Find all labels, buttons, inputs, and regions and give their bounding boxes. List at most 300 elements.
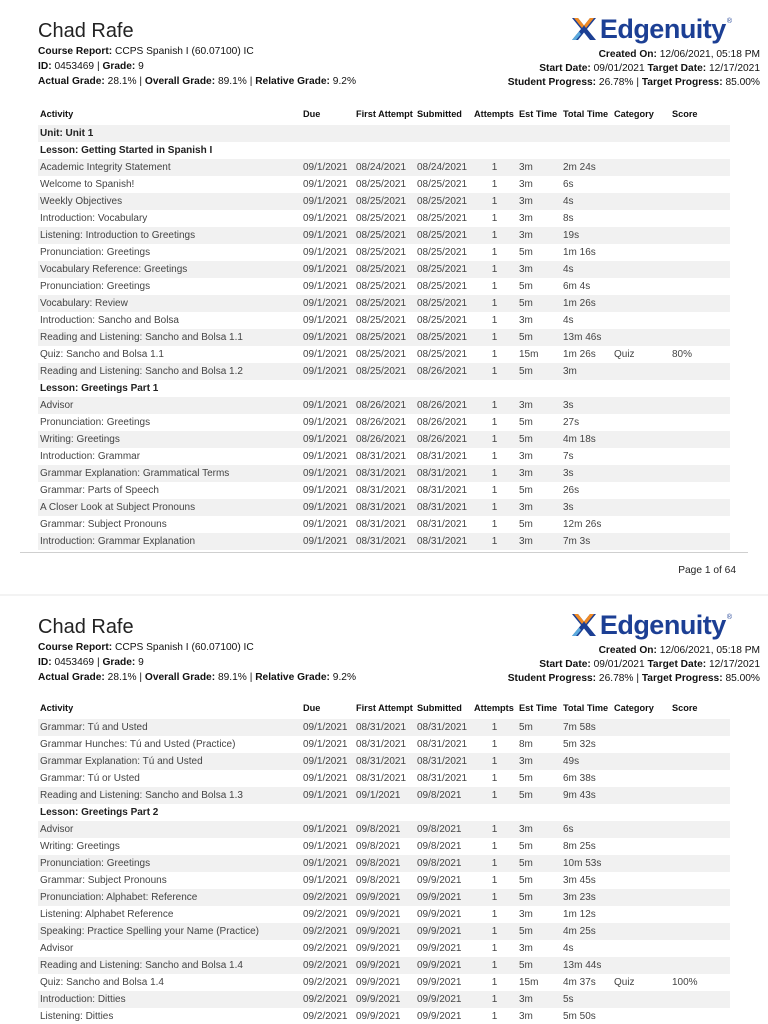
cell-attempts: 1 <box>491 841 498 852</box>
cell-category <box>612 482 670 499</box>
cell-total-time: 5m 32s <box>563 739 596 750</box>
cell-score <box>670 159 730 176</box>
table-row <box>38 329 730 346</box>
cell-submitted: 08/31/2021 <box>415 533 472 550</box>
column-header-submitted: Submitted <box>417 109 462 119</box>
cell-category <box>612 363 670 380</box>
cell-total-time: 1m 26s <box>563 349 596 360</box>
cell-first-attempt: 08/25/2021 <box>354 261 415 278</box>
cell-first-attempt: 08/25/2021 <box>356 315 407 326</box>
cell-activity: Listening: Alphabet Reference <box>40 909 174 920</box>
edgenuity-x-icon <box>569 14 599 44</box>
cell-attempts: 1 <box>472 957 517 974</box>
cell-score <box>670 312 730 329</box>
cell-due: 09/1/2021 <box>301 465 354 482</box>
cell-score <box>670 787 730 804</box>
cell-est-time: 5m <box>519 519 533 530</box>
cell-activity: Weekly Objectives <box>38 193 301 210</box>
cell-score <box>670 397 730 414</box>
cell-attempts: 1 <box>491 977 498 988</box>
cell-score <box>670 736 730 753</box>
cell-attempts: 1 <box>472 855 517 872</box>
column-header-total-time: Total Time <box>563 703 609 713</box>
lesson-heading-row <box>38 142 730 159</box>
cell-score <box>670 855 730 872</box>
cell-total-time: 4s <box>561 261 612 278</box>
cell-first-attempt: 09/8/2021 <box>354 821 415 838</box>
table-row <box>38 770 730 787</box>
cell-activity: Listening: Ditties <box>40 1011 114 1022</box>
start-date-value: 09/01/2021 <box>593 63 645 74</box>
cell-first-attempt: 08/25/2021 <box>356 349 407 360</box>
cell-activity: Reading and Listening: Sancho and Bolsa 1.4 <box>38 957 301 974</box>
cell-submitted: 09/8/2021 <box>415 787 472 804</box>
cell-first-attempt: 08/25/2021 <box>354 295 415 312</box>
lesson-heading-row <box>38 804 730 821</box>
grade-label: Grade: <box>102 657 136 668</box>
cell-attempts: 1 <box>491 1011 498 1022</box>
cell-category <box>612 397 670 414</box>
cell-category <box>612 719 670 736</box>
cell-activity: Introduction: Sancho and Bolsa <box>40 315 179 326</box>
cell-first-attempt: 09/8/2021 <box>354 855 415 872</box>
table-row <box>38 227 730 244</box>
cell-score <box>670 719 730 736</box>
overall-grade-value: 89.1% <box>217 76 247 87</box>
cell-total-time: 3m 45s <box>563 875 596 886</box>
cell-activity: Quiz: Sancho and Bolsa 1.1 <box>40 349 164 360</box>
lesson-heading-row <box>38 380 730 397</box>
cell-score <box>670 838 730 855</box>
cell-est-time: 3m <box>517 227 561 244</box>
cell-submitted: 09/9/2021 <box>417 909 462 920</box>
cell-first-attempt: 08/25/2021 <box>356 281 407 292</box>
cell-total-time: 7m 3s <box>561 533 612 550</box>
cell-activity: Pronunciation: Greetings <box>40 417 151 428</box>
cell-due: 09/2/2021 <box>303 943 348 954</box>
cell-est-time: 3m <box>519 1011 533 1022</box>
start-date-label: Start Date: <box>539 659 591 670</box>
table-row <box>38 872 730 889</box>
cell-total-time: 1m 12s <box>563 909 596 920</box>
cell-score <box>670 448 730 465</box>
cell-category <box>612 227 670 244</box>
cell-due: 09/1/2021 <box>301 431 354 448</box>
cell-est-time: 5m <box>519 841 533 852</box>
cell-category <box>612 278 670 295</box>
cell-score <box>670 329 730 346</box>
cell-activity: Pronunciation: Greetings <box>40 247 151 258</box>
cell-submitted: 09/9/2021 <box>415 991 472 1008</box>
cell-total-time: 6s <box>563 179 574 190</box>
cell-est-time: 3m <box>519 213 533 224</box>
cell-category <box>612 855 670 872</box>
cell-due: 09/1/2021 <box>301 499 354 516</box>
cell-attempts: 1 <box>472 397 517 414</box>
id-label: ID: <box>38 657 52 668</box>
cell-attempts: 1 <box>472 533 517 550</box>
course-report-value: CCPS Spanish I (60.07100) IC <box>115 46 254 57</box>
cell-category <box>612 193 670 210</box>
cell-category <box>612 210 670 227</box>
column-header-attempts: Attempts <box>474 109 514 119</box>
cell-attempts: 1 <box>491 417 498 428</box>
cell-first-attempt: 09/9/2021 <box>354 957 415 974</box>
cell-total-time: 5m 50s <box>563 1011 596 1022</box>
table-row <box>38 210 730 227</box>
cell-total-time: 4m 37s <box>563 977 596 988</box>
cell-category <box>612 414 670 431</box>
column-header-due: Due <box>303 109 321 119</box>
cell-total-time: 4s <box>563 943 574 954</box>
table-row <box>38 414 730 431</box>
cell-activity: Quiz: Sancho and Bolsa 1.4 <box>40 977 164 988</box>
cell-first-attempt: 08/31/2021 <box>354 499 415 516</box>
cell-score <box>670 923 730 940</box>
cell-activity: Academic Integrity Statement <box>38 159 301 176</box>
cell-score <box>670 363 730 380</box>
cell-submitted: 08/31/2021 <box>417 773 468 784</box>
cell-submitted: 08/25/2021 <box>417 349 468 360</box>
column-header-score: Score <box>672 703 698 713</box>
cell-due: 09/1/2021 <box>301 855 354 872</box>
student-progress-label: Student Progress: <box>507 673 597 684</box>
column-header-category: Category <box>614 109 654 119</box>
cell-attempts: 1 <box>491 875 498 886</box>
grade-label: Grade: <box>102 61 136 72</box>
activity-rows <box>38 719 730 1024</box>
id-value: 0453469 <box>54 61 95 72</box>
cell-est-time: 5m <box>517 719 561 736</box>
cell-submitted: 09/8/2021 <box>415 855 472 872</box>
cell-category <box>612 516 670 533</box>
column-header-activity: Activity <box>40 109 74 119</box>
unit-heading-row <box>38 125 730 142</box>
cell-due: 09/2/2021 <box>301 991 354 1008</box>
id-grade-line <box>38 657 144 668</box>
table-row <box>38 991 730 1008</box>
overall-grade-label: Overall Grade: <box>144 672 216 683</box>
student-name: Chad Rafe <box>38 616 134 638</box>
cell-first-attempt: 08/25/2021 <box>354 329 415 346</box>
cell-due: 09/1/2021 <box>301 719 354 736</box>
cell-score <box>670 414 730 431</box>
cell-submitted: 09/8/2021 <box>417 841 462 852</box>
cell-submitted: 09/8/2021 <box>415 821 472 838</box>
cell-est-time: 15m <box>519 349 539 360</box>
cell-total-time: 19s <box>561 227 612 244</box>
cell-submitted: 08/31/2021 <box>417 451 468 462</box>
cell-total-time: 3s <box>561 465 612 482</box>
cell-est-time: 3m <box>517 753 561 770</box>
column-header-due: Due <box>303 703 321 713</box>
cell-total-time: 3m <box>561 363 612 380</box>
cell-due: 09/1/2021 <box>301 227 354 244</box>
cell-activity: Pronunciation: Alphabet: Reference <box>38 889 301 906</box>
cell-attempts: 1 <box>472 787 517 804</box>
cell-activity: Vocabulary Reference: Greetings <box>38 261 301 278</box>
student-name: Chad Rafe <box>38 20 134 42</box>
created-on-value: 12/06/2021, 05:18 PM <box>659 645 760 656</box>
cell-submitted: 08/25/2021 <box>415 295 472 312</box>
cell-score <box>670 193 730 210</box>
student-progress-value: 26.78% <box>598 77 634 88</box>
table-row <box>38 278 730 295</box>
actual-grade-label: Actual Grade: <box>38 672 105 683</box>
cell-activity: Grammar Hunches: Tú and Usted (Practice) <box>40 739 236 750</box>
cell-due: 09/1/2021 <box>301 329 354 346</box>
created-on-line <box>599 645 760 656</box>
cell-activity: Listening: Introduction to Greetings <box>38 227 301 244</box>
cell-submitted: 08/25/2021 <box>417 315 468 326</box>
column-header-first-attempt: First Attempt <box>356 703 413 713</box>
cell-score <box>670 1008 730 1024</box>
cell-category <box>612 261 670 278</box>
table-header-row <box>38 103 730 125</box>
cell-first-attempt: 08/26/2021 <box>354 431 415 448</box>
course-report-line <box>38 642 254 653</box>
cell-first-attempt: 08/25/2021 <box>356 213 407 224</box>
cell-activity: Grammar: Tú or Usted <box>40 773 140 784</box>
cell-score <box>670 906 730 923</box>
cell-due: 09/1/2021 <box>303 841 348 852</box>
cell-attempts: 1 <box>472 431 517 448</box>
trademark-mark: ® <box>726 614 732 621</box>
column-header-attempts: Attempts <box>474 703 514 713</box>
column-header-activity: Activity <box>40 703 74 713</box>
cell-first-attempt: 09/9/2021 <box>354 889 415 906</box>
cell-first-attempt: 08/25/2021 <box>354 193 415 210</box>
cell-est-time: 5m <box>519 247 533 258</box>
cell-activity: Grammar: Subject Pronouns <box>40 519 167 530</box>
table-row <box>38 346 730 363</box>
cell-submitted: 08/31/2021 <box>415 719 472 736</box>
cell-category <box>612 991 670 1008</box>
cell-total-time: 13m 46s <box>561 329 612 346</box>
actual-grade-label: Actual Grade: <box>38 76 105 87</box>
cell-attempts: 1 <box>472 465 517 482</box>
overall-grade-value: 89.1% <box>217 672 247 683</box>
cell-category <box>612 838 670 855</box>
cell-score <box>670 753 730 770</box>
cell-est-time: 3m <box>517 465 561 482</box>
cell-due: 09/2/2021 <box>303 909 348 920</box>
separator: | <box>249 76 253 87</box>
cell-activity: Reading and Listening: Sancho and Bolsa 1.3 <box>38 787 301 804</box>
cell-est-time: 5m <box>519 773 533 784</box>
cell-attempts: 1 <box>472 227 517 244</box>
cell-due: 09/1/2021 <box>301 159 354 176</box>
cell-activity: Introduction: Ditties <box>38 991 301 1008</box>
cell-est-time: 3m <box>517 821 561 838</box>
cell-attempts: 1 <box>472 719 517 736</box>
cell-attempts: 1 <box>491 315 498 326</box>
start-date-label: Start Date: <box>539 63 591 74</box>
cell-first-attempt: 08/31/2021 <box>356 485 407 496</box>
cell-first-attempt: 08/25/2021 <box>356 247 407 258</box>
cell-submitted: 08/25/2021 <box>415 261 472 278</box>
edgenuity-wordmark: Edgenuity <box>599 609 726 640</box>
table-row <box>38 261 730 278</box>
table-row <box>38 482 730 499</box>
cell-category <box>612 295 670 312</box>
column-header-est-time: Est Time <box>519 703 558 713</box>
column-header-submitted: Submitted <box>417 703 462 713</box>
table-row <box>38 906 730 923</box>
cell-activity: Welcome to Spanish! <box>40 179 135 190</box>
cell-due: 09/1/2021 <box>301 821 354 838</box>
cell-category <box>612 872 670 889</box>
table-row <box>38 719 730 736</box>
cell-submitted: 08/25/2021 <box>417 213 468 224</box>
cell-score <box>670 889 730 906</box>
cell-submitted: 09/9/2021 <box>417 943 462 954</box>
separator: | <box>96 657 100 668</box>
cell-first-attempt: 08/31/2021 <box>356 739 407 750</box>
cell-score <box>670 244 730 261</box>
cell-activity: Reading and Listening: Sancho and Bolsa 1.2 <box>38 363 301 380</box>
cell-first-attempt: 09/8/2021 <box>356 875 401 886</box>
cell-est-time: 3m <box>517 159 561 176</box>
grades-line <box>38 76 356 87</box>
cell-est-time: 5m <box>519 417 533 428</box>
cell-total-time: 26s <box>563 485 580 496</box>
table-row <box>38 736 730 753</box>
cell-submitted: 09/9/2021 <box>415 923 472 940</box>
cell-est-time: 15m <box>519 977 539 988</box>
column-header-total-time: Total Time <box>563 109 609 119</box>
cell-attempts: 1 <box>472 499 517 516</box>
cell-first-attempt: 08/31/2021 <box>356 451 407 462</box>
created-on-label: Created On: <box>598 645 657 656</box>
target-progress-value: 85.00% <box>725 673 760 684</box>
cell-score <box>670 499 730 516</box>
cell-due: 09/1/2021 <box>303 519 348 530</box>
column-header-est-time: Est Time <box>519 109 558 119</box>
id-value: 0453469 <box>54 657 95 668</box>
column-header-first-attempt: First Attempt <box>356 109 413 119</box>
cell-attempts: 1 <box>472 261 517 278</box>
cell-total-time: 49s <box>561 753 612 770</box>
cell-total-time: 6m 38s <box>563 773 596 784</box>
cell-score <box>670 210 730 227</box>
cell-est-time: 5m <box>517 329 561 346</box>
grades-line <box>38 672 356 683</box>
cell-due: 09/1/2021 <box>303 213 348 224</box>
table-row <box>38 533 730 550</box>
cell-attempts: 1 <box>472 329 517 346</box>
edgenuity-x-icon <box>569 610 599 640</box>
cell-first-attempt: 09/8/2021 <box>356 841 401 852</box>
cell-activity: Reading and Listening: Sancho and Bolsa 1.1 <box>38 329 301 346</box>
cell-first-attempt: 09/9/2021 <box>354 923 415 940</box>
cell-est-time: 3m <box>517 991 561 1008</box>
cell-due: 09/2/2021 <box>301 923 354 940</box>
cell-total-time: 1m 26s <box>561 295 612 312</box>
cell-attempts: 1 <box>472 363 517 380</box>
cell-est-time: 5m <box>517 363 561 380</box>
cell-score <box>670 261 730 278</box>
cell-activity: A Closer Look at Subject Pronouns <box>38 499 301 516</box>
cell-est-time: 5m <box>517 295 561 312</box>
cell-category <box>612 448 670 465</box>
cell-est-time: 3m <box>517 261 561 278</box>
cell-due: 09/1/2021 <box>303 315 348 326</box>
cell-first-attempt: 09/9/2021 <box>356 1011 401 1022</box>
grade-value: 9 <box>138 61 144 72</box>
table-row <box>38 193 730 210</box>
group-label: Lesson: Getting Started in Spanish I <box>40 145 213 156</box>
course-report-value: CCPS Spanish I (60.07100) IC <box>115 642 254 653</box>
cell-due: 09/2/2021 <box>303 977 348 988</box>
cell-est-time: 3m <box>519 179 533 190</box>
cell-est-time: 5m <box>519 485 533 496</box>
cell-attempts: 1 <box>472 753 517 770</box>
cell-due: 09/1/2021 <box>301 397 354 414</box>
cell-score <box>670 176 730 193</box>
separator: | <box>249 672 253 683</box>
cell-first-attempt: 08/31/2021 <box>354 719 415 736</box>
cell-submitted: 08/25/2021 <box>417 247 468 258</box>
cell-category <box>612 431 670 448</box>
cell-due: 09/2/2021 <box>301 889 354 906</box>
cell-score <box>670 821 730 838</box>
cell-total-time: 27s <box>563 417 580 428</box>
target-progress-label: Target Progress: <box>641 77 723 88</box>
edgenuity-logo <box>569 12 732 46</box>
report-header <box>0 596 768 696</box>
cell-total-time: 12m 26s <box>563 519 602 530</box>
table-row <box>38 821 730 838</box>
cell-submitted: 08/24/2021 <box>415 159 472 176</box>
cell-category <box>612 940 670 957</box>
cell-due: 09/1/2021 <box>301 193 354 210</box>
cell-score <box>670 482 730 499</box>
cell-total-time: 4s <box>563 315 574 326</box>
separator: | <box>636 673 639 684</box>
cell-est-time: 5m <box>517 787 561 804</box>
report-page-2 <box>0 596 768 1024</box>
relative-grade-value: 9.2% <box>332 76 357 87</box>
cell-score <box>670 770 730 787</box>
cell-total-time: 8m 25s <box>563 841 596 852</box>
cell-category <box>612 533 670 550</box>
relative-grade-label: Relative Grade: <box>255 76 330 87</box>
cell-first-attempt: 08/26/2021 <box>354 397 415 414</box>
cell-first-attempt: 09/9/2021 <box>356 909 401 920</box>
overall-grade-label: Overall Grade: <box>144 76 216 87</box>
page-number: Page 1 of 64 <box>678 565 736 576</box>
cell-activity: Introduction: Grammar Explanation <box>38 533 301 550</box>
cell-score <box>670 295 730 312</box>
cell-total-time: 3s <box>561 397 612 414</box>
cell-due: 09/2/2021 <box>301 957 354 974</box>
cell-total-time: 13m 44s <box>561 957 612 974</box>
target-date-label: Target Date: <box>647 63 707 74</box>
cell-submitted: 09/9/2021 <box>417 875 462 886</box>
table-row <box>38 159 730 176</box>
cell-attempts: 1 <box>491 519 498 530</box>
course-report-label: Course Report: <box>38 46 113 57</box>
cell-total-time: 5s <box>561 991 612 1008</box>
cell-category <box>612 465 670 482</box>
cell-category <box>612 787 670 804</box>
cell-due: 09/1/2021 <box>303 417 348 428</box>
column-header-category: Category <box>614 703 654 713</box>
cell-due: 09/1/2021 <box>303 739 348 750</box>
cell-activity: Speaking: Practice Spelling your Name (Practice) <box>38 923 301 940</box>
cell-submitted: 09/9/2021 <box>415 889 472 906</box>
